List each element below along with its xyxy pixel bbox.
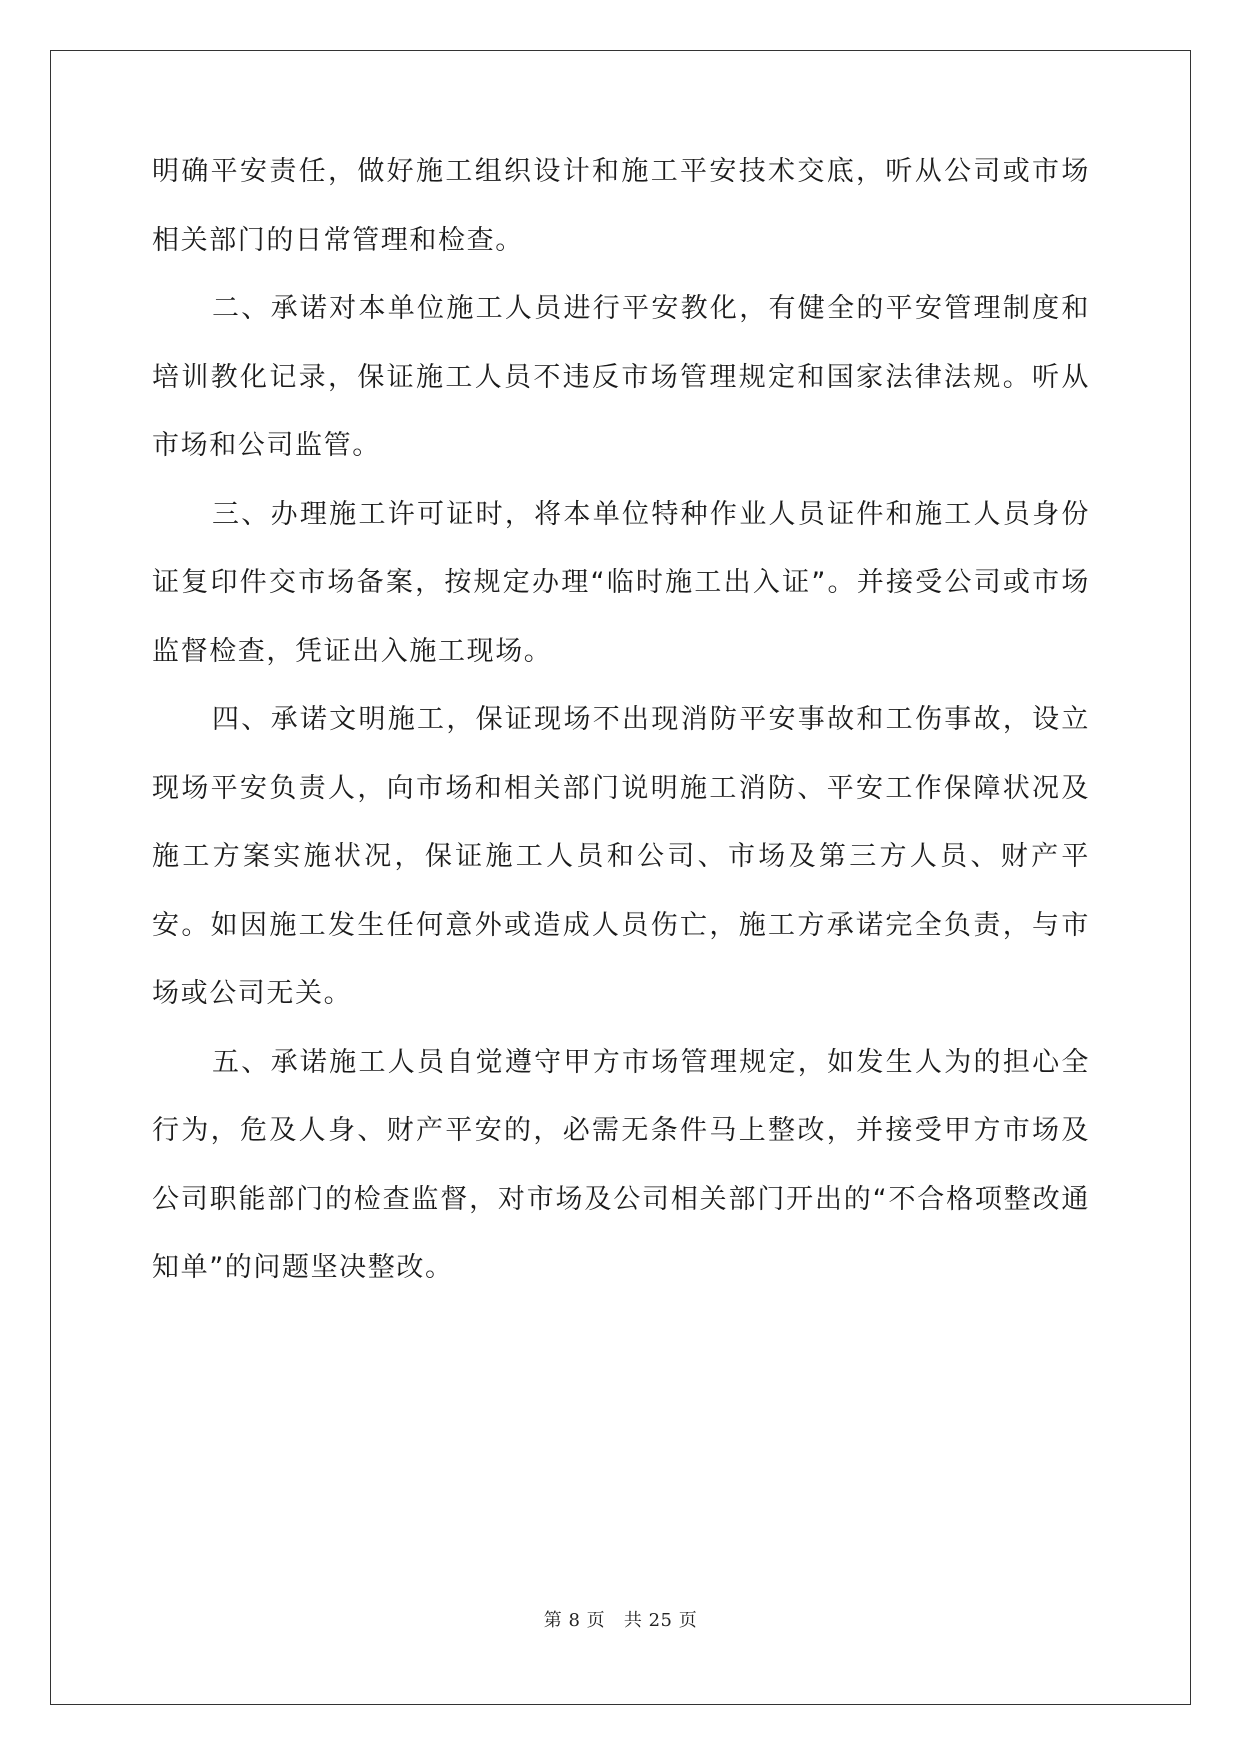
paragraph-1: 明确平安责任，做好施工组织设计和施工平安技术交底，听从公司或市场相关部门的日常管理和检查。 [152,156,1090,256]
page-footer [0,1606,1241,1632]
paragraph-2: 二、承诺对本单位施工人员进行平安教化，有健全的平安管理制度和培训教化记录，保证施工人员不违反市场管理规定和国家法律法规。听从市场和公司监管。 [152,293,1090,461]
page-total: 共 25 页 [623,1610,698,1631]
document-body [152,156,1090,1303]
page-number: 第 8 页 [543,1610,606,1631]
paragraph-3: 三、办理施工许可证时，将本单位特种作业人员证件和施工人员身份证复印件交市场备案，按规定办理“临时施工出入证”。并接受公司或市场监督检查，凭证出入施工现场。 [152,498,1090,667]
paragraph-4: 四、承诺文明施工，保证现场不出现消防平安事故和工伤事故，设立现场平安负责人，向市场和相关部门说明施工消防、平安工作保障状况及施工方案实施状况，保证施工人员和公司、市场及第三方人员、财产平安。如因施工发生任何意外或造成人员伤亡，施工方承诺完全负责，与市场或公司无关。 [152,704,1090,1009]
paragraph-5: 五、承诺施工人员自觉遵守甲方市场管理规定，如发生人为的担心全行为，危及人身、财产平安的，必需无条件马上整改，并接受甲方市场及公司职能部门的检查监督，对市场及公司相关部门开出的“不合格项整改通知单”的问题坚决整改。 [152,1046,1090,1283]
